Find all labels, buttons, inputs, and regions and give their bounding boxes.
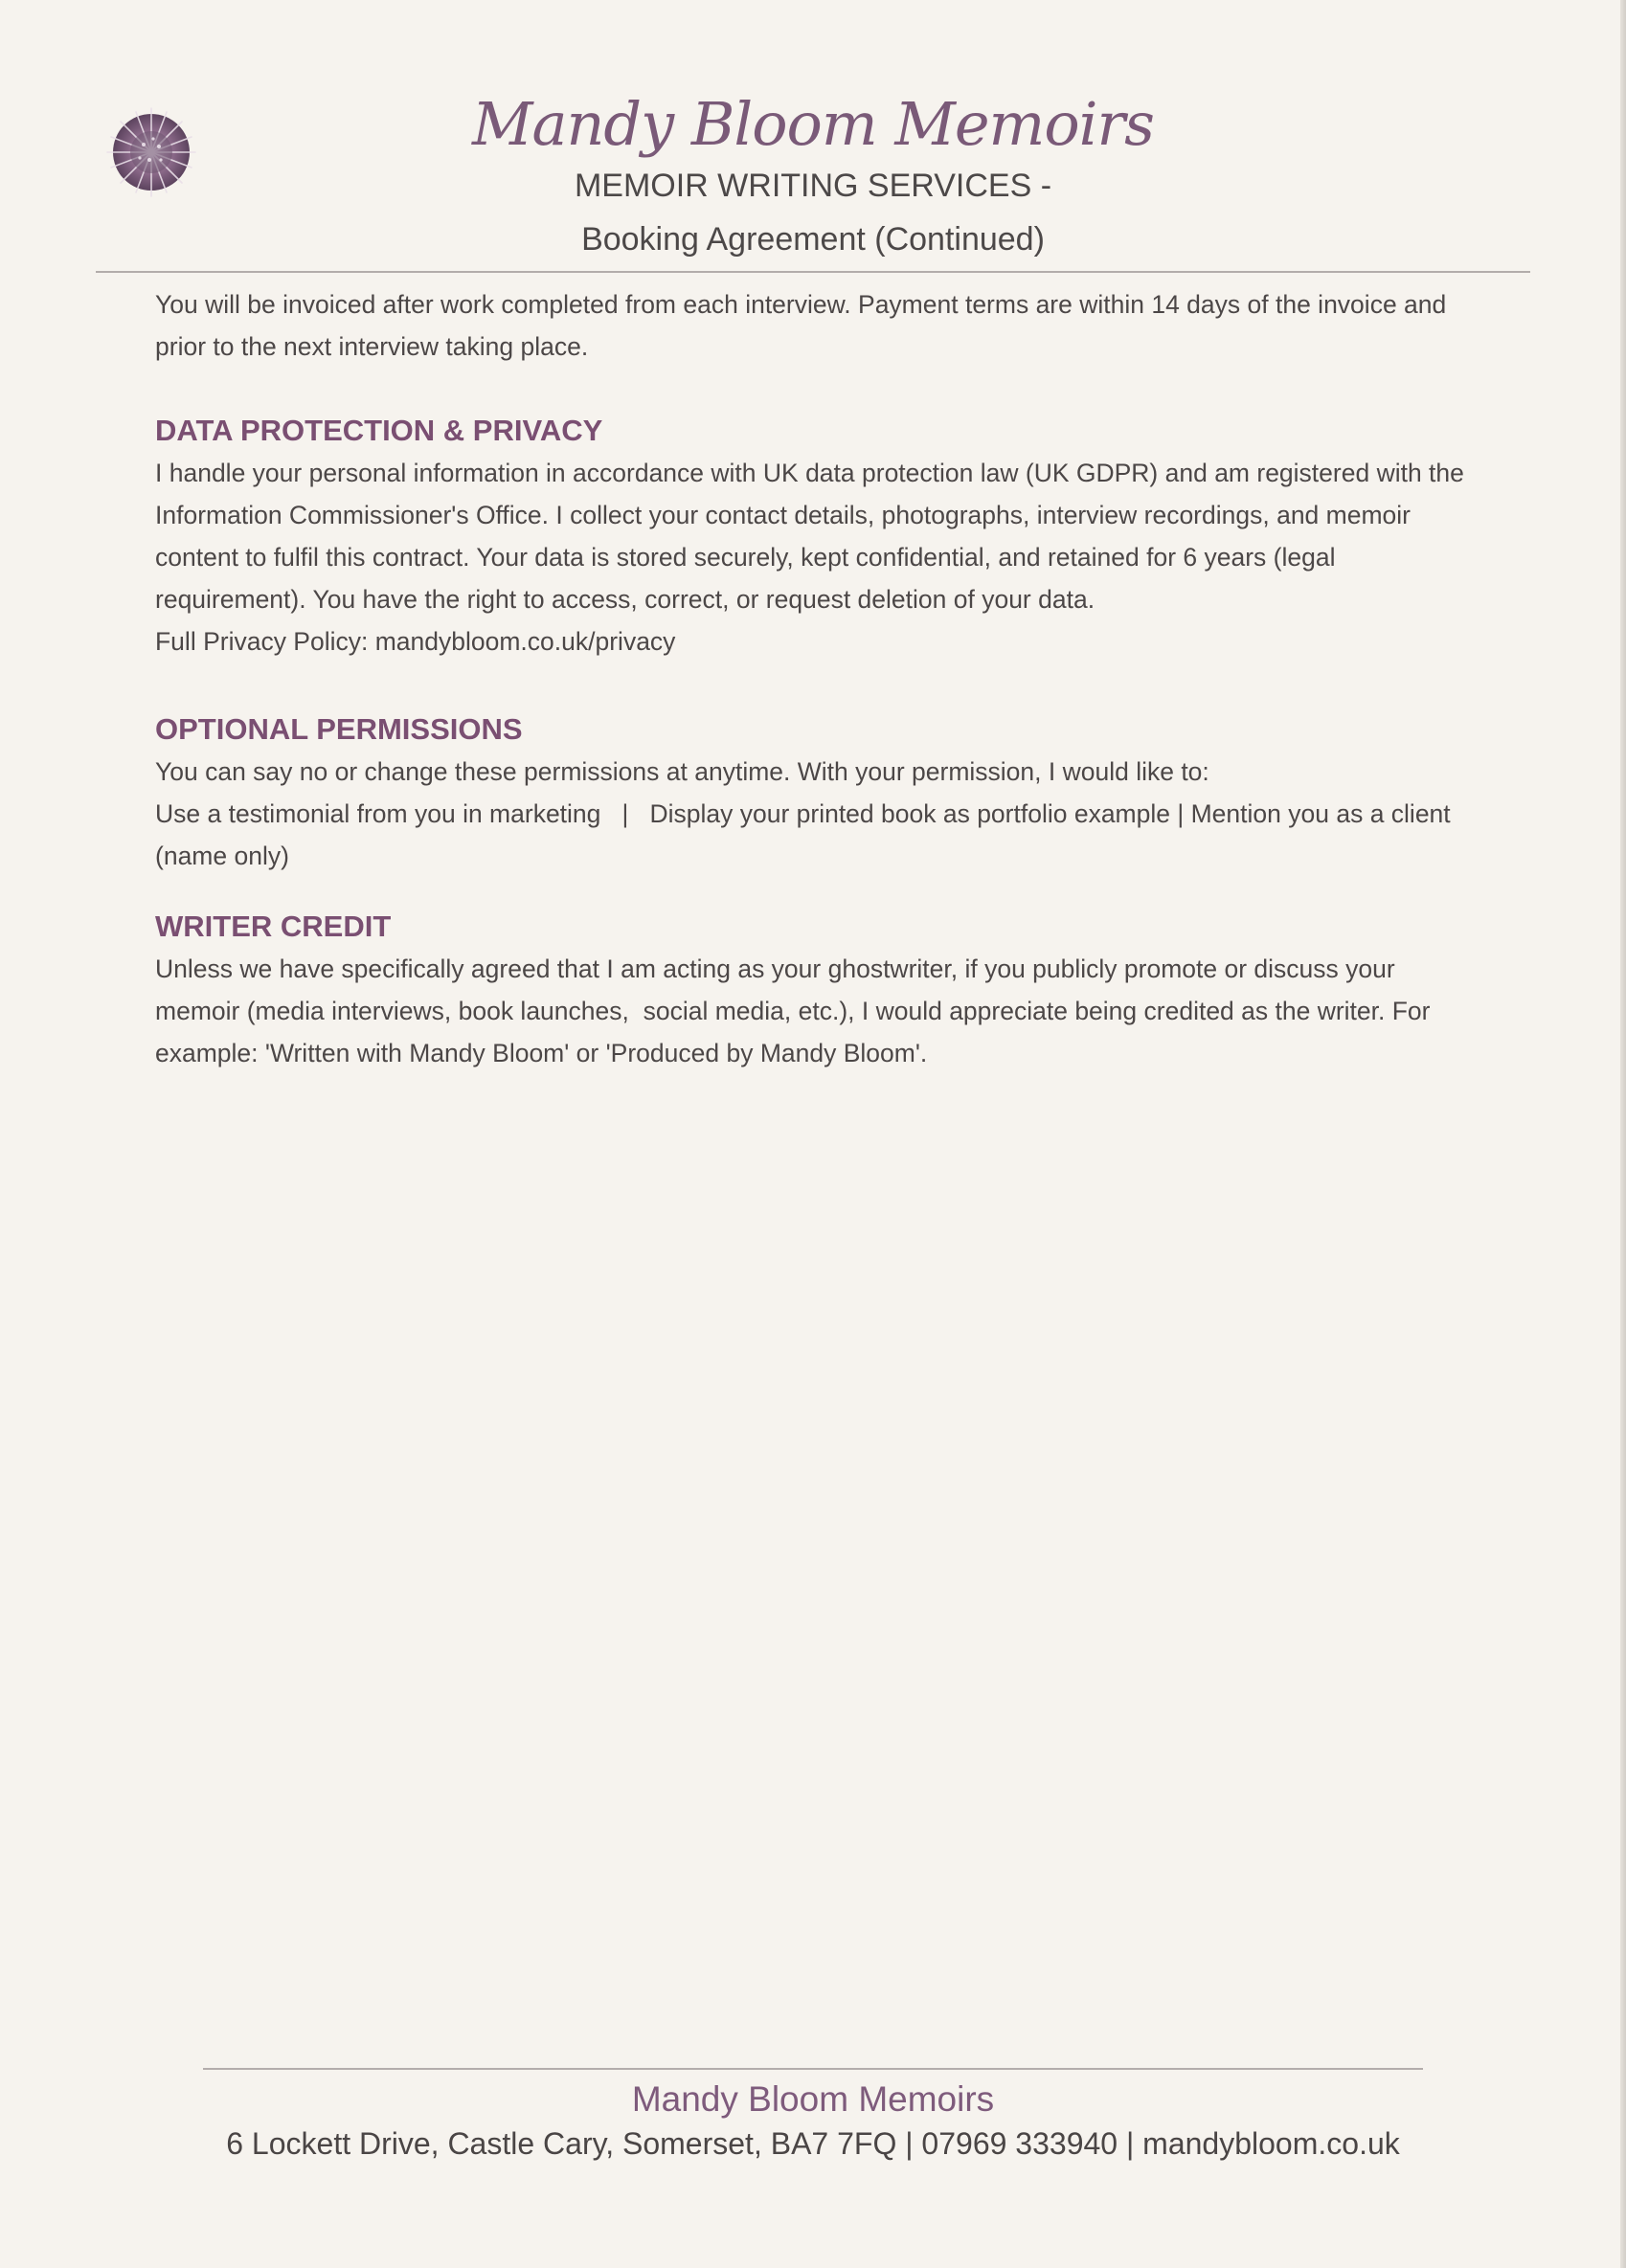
document-subtitle-line-1: MEMOIR WRITING SERVICES - (574, 168, 1052, 204)
invoice-terms-paragraph: You will be invoiced after work completed from each interview. Payment terms are within 14 days of the invoice and prior to the next interview taking place. (155, 290, 1447, 361)
optional-permissions-intro: You can say no or change these permissions at anytime. With your permission, I would like to: (155, 757, 1209, 786)
optional-permissions-heading: OPTIONAL PERMISSIONS (155, 712, 523, 746)
page-edge-shadow (1620, 0, 1626, 2268)
optional-permissions-items: Use a testimonial from you in marketing | Display your printed book as portfolio example | Mention you as a client (name only) (155, 799, 1458, 870)
agreement-content (155, 283, 1477, 1074)
data-protection-heading: DATA PROTECTION & PRIVACY (155, 414, 603, 447)
footer-brand: Mandy Bloom Memoirs (631, 2079, 995, 2119)
data-protection-paragraph: I handle your personal information in accordance with UK data protection law (UK GDPR) and am registered with the Information Commissioner's Office. I collect your contact details, photographs, interview recordings, and memoir content to fulfil this contract. Your data is stored securely, kept confidential, and retained for 6 years (legal requirement). You have the right to access, correct, or request deletion of your data. (155, 459, 1464, 614)
footer-divider (203, 2068, 1423, 2070)
writer-credit-paragraph: Unless we have specifically agreed that I am acting as your ghostwriter, if you publicly promote or discuss your memoir (media interviews, book launches, social media, etc.), I would appreciate being credited as the writer. For example: 'Written with Mandy Bloom' or 'Produced by Mandy Bloom'. (155, 954, 1437, 1067)
brand-title: Mandy Bloom Memoirs (472, 89, 1154, 159)
footer-contact-line: 6 Lockett Drive, Castle Cary, Somerset, BA7 7FQ | 07969 333940 | mandybloom.co.uk (226, 2126, 1400, 2161)
writer-credit-heading: WRITER CREDIT (155, 909, 392, 943)
header-divider (96, 271, 1530, 273)
privacy-policy-line: Full Privacy Policy: mandybloom.co.uk/privacy (155, 627, 676, 656)
document-subtitle-line-2: Booking Agreement (Continued) (581, 221, 1045, 258)
